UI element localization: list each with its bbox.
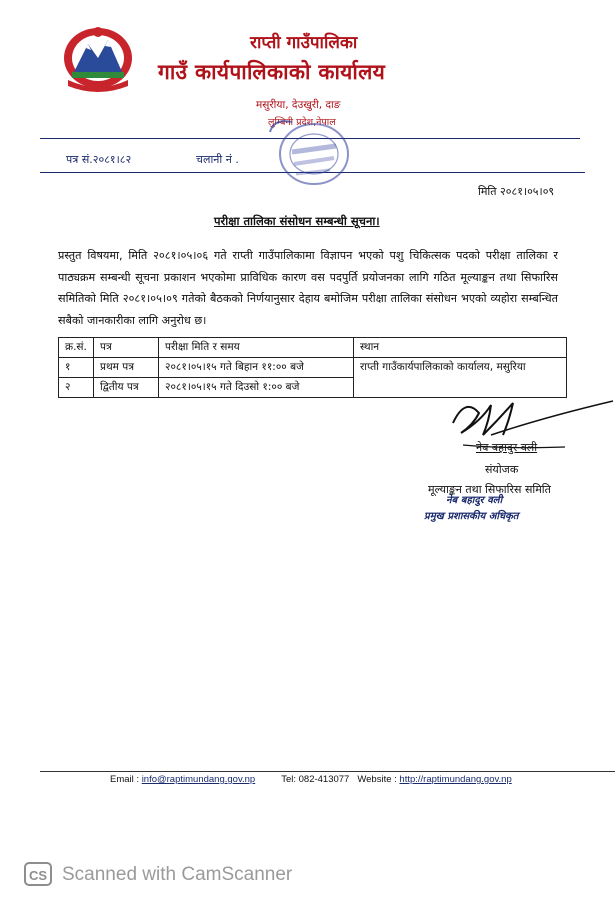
header-cell: परीक्षा मिति र समय xyxy=(159,338,354,358)
signatory-name: नेब बहादुर वली xyxy=(476,441,538,454)
nepal-emblem-icon xyxy=(58,22,138,92)
letter-date: मिति २०८१।०५।०९ xyxy=(478,185,555,198)
table-header-row xyxy=(59,338,567,358)
email-label: Email : xyxy=(110,774,140,785)
exam-schedule-table xyxy=(58,337,567,398)
email-link[interactable]: info@raptimundang.gov.np xyxy=(141,774,256,785)
table-row xyxy=(59,358,567,378)
camscanner-logo-icon: CS xyxy=(24,862,52,886)
table-cell: २०८१।०५।१५ गते बिहान ११:०० बजे xyxy=(159,358,354,378)
stamp-officer-name: नेब बहादुर वली xyxy=(446,495,503,506)
office-name: गाउँ कार्यपालिकाको कार्यालय xyxy=(158,60,386,84)
office-seal-stamp xyxy=(262,112,362,192)
subject-line: परीक्षा तालिका संसोधन सम्बन्धी सूचना। xyxy=(214,214,380,228)
province-line: लुम्बिनी प्रदेश,नेपाल xyxy=(268,117,336,128)
letter-number: पत्र सं.२०८१।८२ xyxy=(66,153,132,166)
signatory-role: संयोजक xyxy=(485,463,519,476)
body-paragraph: प्रस्तुत विषयमा, मिति २०८१।०५।०६ गते राप्ती गाउँपालिकामा विज्ञापन भएको पशु चिकित्सक पदको परीक्षा तालिका र पाठ्यक्रम सम्बन्धी सूचना प्रकाशन भएकोमा प्राविधिक कारण वस पदपुर्ति प्रयोजनका लागि गठित मूल्याङ्कन तथा सिफारिस समितिको मिति २०८१।०५।०९ गतेको बैठकको निर्णयानुसार देहाय बमोजिम परीक्षा तालिका संसोधन भएको व्यहोरा सम्बन्धित सबैको जानकारीका लागि अनुरोध छ। xyxy=(58,249,558,327)
footer-divider xyxy=(40,771,615,772)
stamp-officer-role: प्रमुख प्रशासकीय अधिकृत xyxy=(424,511,519,522)
website-label: Website : xyxy=(357,774,397,785)
org-name: राप्ती गाउँपालिका xyxy=(250,33,358,53)
camscanner-watermark: Scanned with CamScanner xyxy=(62,864,293,885)
table-cell: २०८१।०५।१५ गते दिउसो १:०० बजे xyxy=(159,378,354,398)
phone-number: Tel: 082-413077 xyxy=(281,774,350,785)
table-cell: २ xyxy=(59,378,94,398)
footer-contact xyxy=(110,774,512,785)
table-cell: राप्ती गाउँकार्यपालिकाको कार्यालय, मसुरिया xyxy=(354,358,567,398)
dispatch-number: चलानी नं . xyxy=(196,153,239,166)
header-cell: स्थान xyxy=(354,338,567,358)
table-cell: १ xyxy=(59,358,94,378)
header-cell: क्र.सं. xyxy=(59,338,94,358)
header-cell: पत्र xyxy=(94,338,159,358)
office-address: मसुरीया, देउखुरी, दाङ xyxy=(256,99,341,111)
committee-name: मूल्याङ्कन तथा सिफारिस समिति xyxy=(428,483,551,496)
table-cell: द्वितीय पत्र xyxy=(94,378,159,398)
table-cell: प्रथम पत्र xyxy=(94,358,159,378)
website-link[interactable]: http://raptimundang.gov.np xyxy=(399,774,512,785)
